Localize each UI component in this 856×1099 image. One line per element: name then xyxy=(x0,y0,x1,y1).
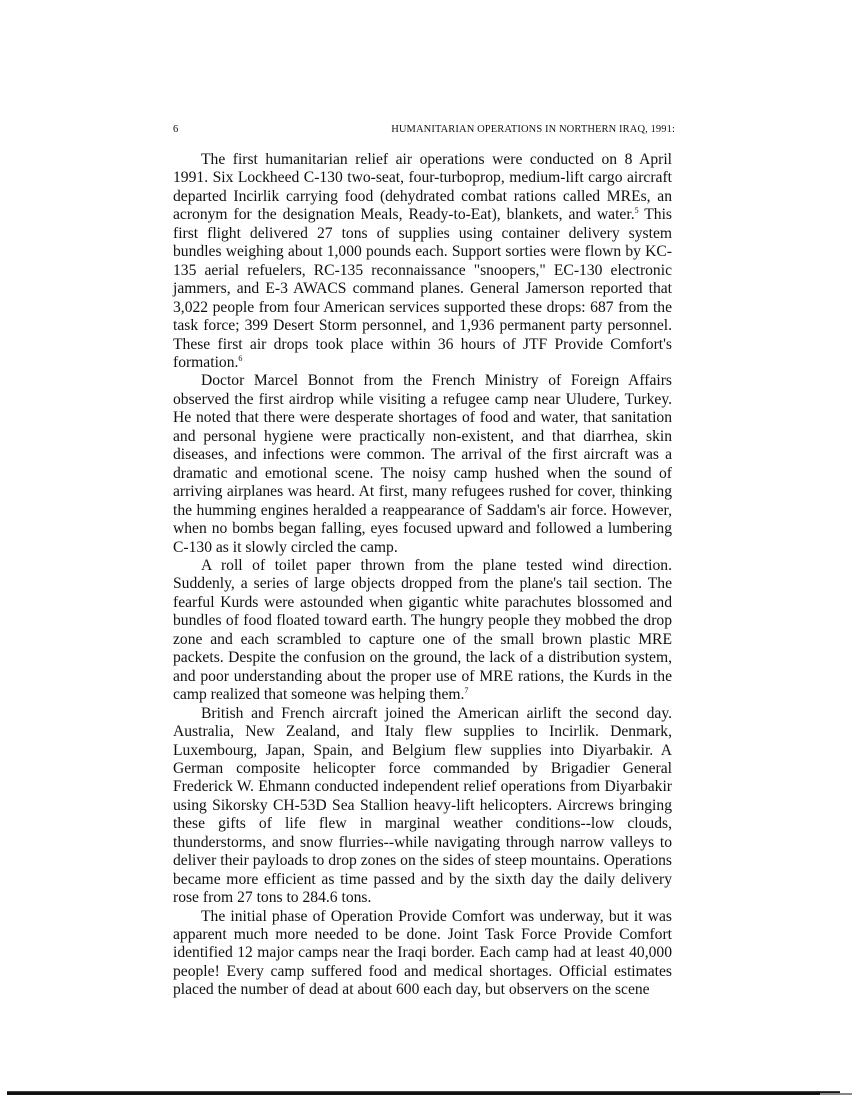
body-text xyxy=(173,151,672,1000)
page-header xyxy=(173,122,673,138)
scan-bottom-edge-rule-tail xyxy=(820,1093,852,1095)
footnote-ref-5[interactable]: 5 xyxy=(634,206,639,216)
paragraph-text: British and French aircraft joined the American airlift the second day. Australia, New Zealand, and Italy flew supplies to Incirlik. Denmark, Luxembourg, Japan, Spain, and Belgium flew supplies into Diyarbakir. A German composite helicopter force commanded by Brigadier General Frederick W. Ehmann conducted independent relief operations from Diyarbakir using Sikorsky CH-53D Sea Stallion heavy-lift helicopters. Aircrews bringing these gifts of life flew in marginal weather conditions--low clouds, thunderstorms, and snow flurries--while navigating through narrow valleys to deliver their payloads to drop zones on the sides of steep mountains. Operations became more efficient as time passed and by the sixth day the daily delivery rose from 27 tons to 284.6 tons. xyxy=(173,704,672,907)
scan-bottom-edge-rule xyxy=(7,1091,840,1095)
paragraph-bonnot xyxy=(173,372,672,557)
footnote-ref-6[interactable]: 6 xyxy=(238,353,243,363)
paragraph-toilet-paper xyxy=(173,557,672,705)
running-head: HUMANITARIAN OPERATIONS IN NORTHERN IRAQ, 1991: xyxy=(391,124,675,135)
paragraph-first-airdrop xyxy=(173,151,672,372)
paragraph-text: The first humanitarian relief air operations were conducted on 8 April 1991. Six Lockheed C-130 two-seat, four-turboprop, medium-lift cargo aircraft departed Incirlik carrying food (dehydrated combat rations called MREs, an acronym for the designation Meals, Ready-to-Eat), blankets, and water. xyxy=(173,151,672,224)
paragraph-text: Doctor Marcel Bonnot from the French Ministry of Foreign Affairs observed the first airdrop while visiting a refugee camp near Uludere, Turkey. He noted that there were desperate shortages of food and water, that sanitation and personal hygiene were practically non-existent, and that diarrhea, skin diseases, and infections were common. The arrival of the first aircraft was a dramatic and emotional scene. The noisy camp hushed when the sound of arriving airplanes was heard. At first, many refugees rushed for cover, thinking the humming engines heralded a reappearance of Saddam's air force. However, when no bombs began falling, eyes focused upward and followed a lumbering C-130 as it slowly circled the camp. xyxy=(173,372,672,556)
footnote-ref-7[interactable]: 7 xyxy=(464,686,469,696)
paragraph-text: This first flight delivered 27 tons of supplies using container delivery system bundles weighing about 1,000 pounds each. Support sorties were flown by KC-135 aerial refuelers, RC-135 reconnaissance "snoopers," EC-130 electronic jammers, and E-3 AWACS command planes. General Jamerson reported that 3,022 people from four American services supported these drops: 687 from the task force; 399 Desert Storm personnel, and 1,936 permanent party personnel. These first air drops took place within 36 hours of JTF Provide Comfort's formation. xyxy=(173,206,672,371)
paragraph-allied-airlift xyxy=(173,705,672,908)
paragraph-text: The initial phase of Operation Provide Comfort was underway, but it was apparent much more needed to be done. Joint Task Force Provide Comfort identified 12 major camps near the Iraqi border. Each camp had at least 40,000 people! Every camp suffered food and medical shortages. Official estimates placed the number of dead at about 600 each day, but observers on the scene xyxy=(173,907,672,999)
paragraph-text: A roll of toilet paper thrown from the plane tested wind direction. Suddenly, a series of large objects dropped from the plane's tail section. The fearful Kurds were astounded when gigantic white parachutes blossomed and bundles of food floated toward earth. The hungry people they mobbed the drop zone and each scrambled to capture one of the small brown plastic MRE packets. Despite the confusion on the ground, the lack of a distribution system, and poor understanding about the proper use of MRE rations, the Kurds in the camp realized that someone was helping them. xyxy=(173,556,672,704)
page-number: 6 xyxy=(173,124,179,135)
paragraph-initial-phase xyxy=(173,908,672,1000)
